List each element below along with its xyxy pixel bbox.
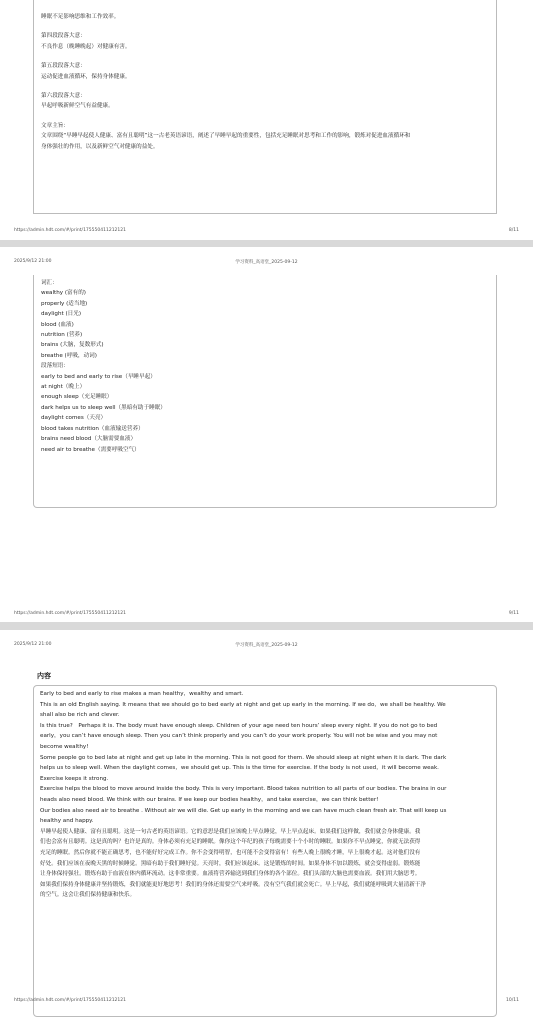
text-line: wealthy (富有的): [41, 290, 86, 297]
page-header: [14, 642, 519, 647]
text-line: become wealthy!: [40, 743, 89, 750]
header-date: 2025/9/12 21:00: [14, 259, 52, 264]
text-line: 们也会富有且聪明。这是真的吗？也许是真的。身体必须有充足的睡眠。像你这个年纪的孩子每晚需要十个小时的睡眠。如果你不早点睡觉，你就无法获得: [40, 839, 421, 846]
header-title: 学习资料_高语堂_2025-09-12: [235, 643, 298, 648]
text-line: 词汇：: [41, 280, 58, 286]
text-line: 好处。我们应该在夜晚天黑的时候睡觉。黑暗有助于我们睡好觉。天亮时，我们应该起床。这是锻炼的时间。如果身体不加以锻炼，就会变得虚弱。锻炼能: [40, 860, 421, 867]
text-line: 充足的睡眠。然后你就不能正确思考，也不能好好完成工作。你不会变得明智，也可能不会变得富有！有些人晚上很晚才睡，早上很晚才起。这对他们没有: [40, 849, 421, 856]
text-line: early，you can’t have enough sleep. Then you can’t think properly and you can’t do your work properly. You will not be wise and you may not: [40, 733, 438, 740]
text-line: 的空气。这会让我们保持健康和快乐。: [40, 892, 136, 899]
text-line: nutrition (营养): [41, 332, 83, 339]
text-line: 让身体保持强壮。锻炼有助于血液在体内循环流动。这非常重要。血液将营养输送到我们身体的各个部位。我们头部的大脑也需要血液。我们用大脑思考。: [40, 871, 421, 878]
page-number: 10/11: [506, 998, 519, 1003]
text-line: brains (大脑，复数形式): [41, 342, 104, 349]
text-line: Is this true? Perhaps it is. The body must have enough sleep. Children of your age need ten hours’ sleep every night. If you do not go to bed: [40, 722, 438, 729]
text-line: at night（晚上）: [41, 384, 86, 391]
page-header: [14, 259, 519, 264]
text-line: 文章围绕“早睡早起使人健康、富有且聪明”这一古老英语谚语，阐述了早睡早起的重要性，包括充足睡眠对思考和工作的影响，锻炼对促进血液循环和: [41, 133, 411, 140]
page-footer: [14, 611, 519, 616]
text-line: [41, 82, 496, 91]
text-line: healthy and happy.: [40, 818, 94, 825]
page-footer: [14, 998, 519, 1003]
document-page-9: [0, 247, 533, 622]
text-line: 第六段段落大意：: [41, 93, 86, 100]
text-line: 身体强壮的作用，以及新鲜空气对健康的益处。: [41, 143, 159, 150]
content-box: [33, 685, 497, 1017]
text-line: enough sleep（充足睡眠）: [41, 394, 113, 401]
text-line: brains need blood（大脑需要血液）: [41, 436, 137, 443]
text-line: Early to bed and early to rise makes a man healthy，wealthy and smart.: [40, 691, 244, 697]
text-line: 文章主旨：: [41, 122, 69, 129]
text-line: 早起呼吸新鲜空气有益健康。: [41, 103, 114, 110]
text-line: 如果我们保持身体健康并坚持锻炼，我们就能更好地思考！我们的身体还需要空气来呼吸。没有空气我们就会死亡。早上早起，我们就能呼吸到大量清新干净: [40, 881, 426, 888]
section-title: 内容: [37, 672, 51, 680]
text-line: blood (血液): [41, 321, 74, 328]
text-line: heads also need blood. We think with our brains. If we keep our bodies healthy，and take exercise，we can think better!: [40, 796, 379, 803]
text-line: 第五段段落大意：: [41, 63, 86, 70]
document-page-8: [0, 0, 533, 240]
footer-url[interactable]: https://admin.hdt.com/#/print/175550411212121: [14, 998, 127, 1003]
text-line: daylight (日光): [41, 311, 82, 318]
text-line: [41, 22, 496, 31]
text-line: breathe (呼吸，动词): [41, 352, 97, 359]
text-line: daylight comes（天亮）: [41, 415, 107, 422]
text-line: dark helps us to sleep well（黑暗有助于睡眠）: [41, 404, 166, 411]
text-line: [41, 52, 496, 61]
footer-url[interactable]: https://admin.hdt.com/#/print/175550411212121: [14, 228, 127, 233]
text-line: Exercise keeps it strong.: [40, 775, 109, 782]
text-line: Exercise helps the blood to move around inside the body. This is very important. Blood takes nutrition to all parts of our bodies. The brains in our: [40, 786, 447, 793]
text-line: Our bodies also need air to breathe . Without air we will die. Get up early in the morning and we can have much clean fresh air. That will keep us: [40, 807, 447, 814]
page-number: 9/11: [508, 611, 519, 616]
text-line: 睡眠不足影响思维和工作效率。: [41, 14, 120, 20]
text-line: helps us to sleep well. When the daylight comes，we should get up. This is the time for exercise. If the body is not used，it will become weak.: [40, 765, 439, 772]
header-date: 2025/9/12 21:00: [14, 642, 52, 647]
text-line: 段落短语：: [41, 363, 69, 370]
text-line: This is an old English saying. It means that we should go to bed early at night and get up early in the morning. If we do，we shall be healthy. We: [40, 701, 446, 708]
document-page-10: [0, 630, 533, 1024]
text-line: 第四段段落大意：: [41, 33, 86, 40]
text-line: early to bed and early to rise（早睡早起）: [41, 373, 156, 380]
content-box: [33, 0, 497, 214]
header-title: 学习资料_高语堂_2025-09-12: [235, 260, 298, 265]
text-line: properly (适当地): [41, 300, 88, 307]
text-line: 不良作息（晚睡晚起）对健康有害。: [41, 43, 131, 50]
text-line: [41, 112, 496, 121]
page-number: 8/11: [508, 228, 519, 233]
text-line: blood takes nutrition（血液输送营养）: [41, 425, 144, 432]
footer-url[interactable]: https://admin.hdt.com/#/print/175550411212121: [14, 611, 127, 616]
text-line: Some people go to bed late at night and get up late in the morning. This is not good for them. We should sleep at night when it is dark. The dark: [40, 754, 447, 761]
text-line: need air to breathe（需要呼吸空气）: [41, 446, 140, 453]
text-line: shall also be rich and clever.: [40, 712, 120, 719]
page-footer: [14, 228, 519, 233]
vocabulary-box: [33, 275, 497, 508]
text-line: 运动促进血液循环，保持身体健康。: [41, 73, 131, 80]
text-line: 早睡早起使人健康、富有且聪明。这是一句古老的英语谚语。它的意思是我们应该晚上早点睡觉，早上早点起床。如果我们这样做，我们就会身体健康。我: [40, 828, 421, 835]
